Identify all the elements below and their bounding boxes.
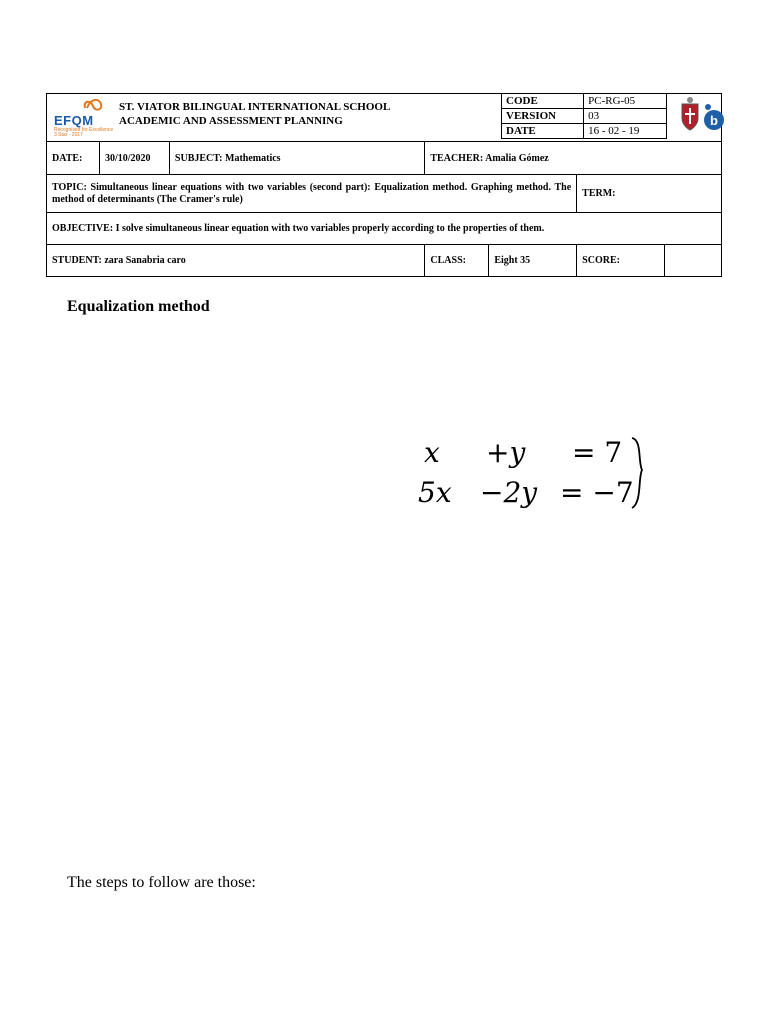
steps-intro: The steps to follow are those: [67,874,256,891]
document-header [46,93,722,277]
teacher-cell: TEACHER: Amalia Gómez [425,142,722,175]
school-name: ST. VIATOR BILINGUAL INTERNATIONAL SCHOOL [119,101,391,113]
version-value: 03 [584,109,667,124]
equation-system [410,432,660,522]
code-table [501,93,667,139]
eq1-rhs: = 7 [572,436,623,469]
efqm-logo [49,96,114,138]
eq2-term-a: 5x [418,476,452,509]
class-label: CLASS: [425,245,489,277]
topic-cell: TOPIC: Simultaneous linear equations with two variables (second part): Equalization method. Graphing method. The method of determinants (The Cramer's rule) [47,175,577,213]
version-label: VERSION [502,109,584,124]
eq2-rhs: = −7 [560,476,634,509]
document-title: ACADEMIC AND ASSESSMENT PLANNING [119,115,343,127]
header-date-label: DATE [502,124,584,139]
score-label: SCORE: [577,245,665,277]
subject-cell: SUBJECT: Mathematics [169,142,424,175]
header-box [46,93,722,141]
class-value: Eight 35 [489,245,577,277]
efqm-subtext: Recognised for Excellence 3 Star - 2017 [54,127,114,138]
term-cell: TERM: [577,175,722,213]
objective-cell: OBJECTIVE: I solve simultaneous linear equation with two variables properly according to the properties of them. [47,213,722,245]
ib-logo-icon [703,100,725,134]
code-value: PC-RG-05 [584,94,667,109]
section-heading: Equalization method [67,298,210,315]
efqm-wordmark: EFQM [54,113,94,128]
svg-text:b: b [710,113,718,128]
header-date-value: 16 - 02 - 19 [584,124,667,139]
eq2-term-b: −2y [480,476,538,509]
eq1-term-b: +y [486,436,526,469]
date-label: DATE: [47,142,100,175]
school-title [119,100,390,128]
date-value: 30/10/2020 [99,142,169,175]
school-crest-icon [679,96,701,134]
code-label: CODE [502,94,584,109]
score-value [665,245,722,277]
student-cell: STUDENT: zara Sanabria caro [47,245,425,277]
eq1-term-a: x [424,436,440,469]
info-table [46,141,722,277]
